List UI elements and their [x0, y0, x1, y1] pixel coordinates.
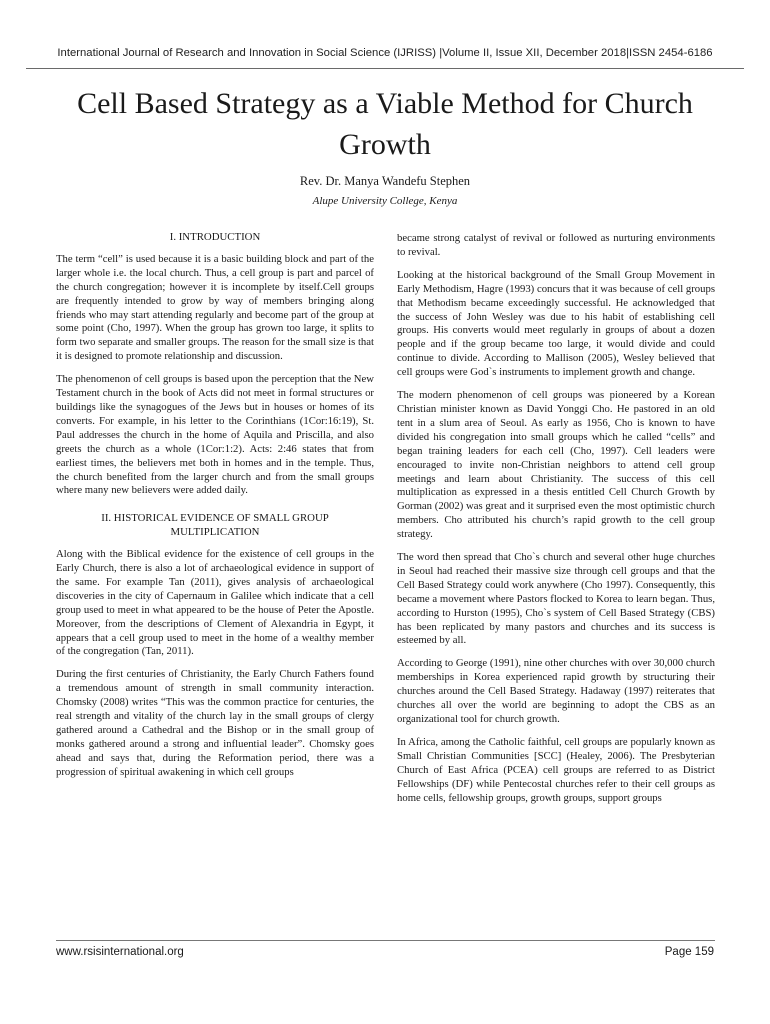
footer-rule	[56, 940, 715, 941]
paragraph: The phenomenon of cell groups is based upon the perception that the New Testament church in the book of Acts did not meet in formal structures or buildings like the synagogues of the Jews but in houses or homes of its converts. For example, in his letter to the Corinthians (1Cor:16:19), St. Paul addresses the church in the home of Aquila and Priscilla, and also greets the church as a whole (1Cor:1:2). Acts: 2:46 states that from earliest times, the believers met both in homes and in the temple. Thus, the church benefited from the larger church and from the small groups where many new believers were added daily.	[56, 373, 374, 497]
paragraph: According to George (1991), nine other churches with over 30,000 church memberships in Korea experienced rapid growth by structuring their churches around the Cell Based Strategy. Hadaway (1997) reiterates that churches all over the world are beginning to adopt the CBS as an organizational tool for church growth.	[397, 657, 715, 725]
section-heading-line: II. HISTORICAL EVIDENCE OF SMALL GROUP	[101, 512, 329, 525]
footer-website: www.rsisinternational.org	[56, 946, 184, 958]
author-affiliation: Alupe University College, Kenya	[312, 195, 458, 207]
paper-title: Cell Based Strategy as a Viable Method for Church Growth	[77, 87, 693, 161]
section-heading-historical-evidence	[56, 512, 374, 540]
paragraph: The term “cell” is used because it is a basic building block and part of the larger whole i.e. the local church. Thus, a cell group is part and parcel of the church congregation; however it is incomplete by itself.Cell groups are frequently intended to grow by way of members bringing along friends who may start attending regularly and become part of the group at some point (Cho, 1997). When the group has grown too large, it splits to form two separate and smaller groups. The reason for the small size is that it is designed to promote relationship and discussion.	[56, 252, 374, 363]
right-column	[397, 232, 715, 814]
paragraph: became strong catalyst of revival or followed as nurturing environments to revival.	[397, 232, 715, 258]
page-number: Page 159	[664, 946, 714, 958]
paragraph: The word then spread that Cho`s church and several other huge churches in Seoul had reached their massive size through cell groups and that the Cell Based Strategy could work anywhere (Cho 1997). Consequently, this became a movement where Pastors flocked to Korea to learn began. Thus, according to Hurston (1995), Cho`s system of Cell Based Strategy (CBS) has been replicated by many pastors and churches and its success is esteemed by all.	[397, 551, 715, 647]
author-name: Rev. Dr. Manya Wandefu Stephen	[299, 174, 471, 188]
paragraph: In Africa, among the Catholic faithful, cell groups are popularly known as Small Christian Communities [SCC] (Healey, 2006). The Presbyterian Church of East Africa (PCEA) cell groups are referred to as District Fellowships (DF) while Pentecostal churches refer to their cell groups as home cells, fellowship groups, growth groups, support groups	[397, 735, 715, 804]
paragraph: During the first centuries of Christianity, the Early Church Fathers found a tremendous amount of strength in small community interaction. Chomsky (2008) writes “This was the common practice for centuries, the real strength and vitality of the church lay in the small groups of clergy gathered around a Cathedral and the Bishop or in the small group of monks gathered around a strong and influential leader”. Chomsky goes ahead and says that, during the Reformation period, there was a progression of spiritual awakening in which cell groups	[56, 668, 374, 778]
section-heading-introduction: I. INTRODUCTION	[169, 231, 261, 243]
running-head: International Journal of Research and Innovation in Social Science (IJRISS) |Volume II, Issue XII, December 2018|ISSN 2454-6186	[57, 47, 713, 59]
paragraph: Looking at the historical background of the Small Group Movement in Early Methodism, Hagre (1993) concurs that it was because of cell groups that Methodism became exceedingly successful. He acknowledged that the success of John Wesley was due to his habit of establishing cell groups. His converts would meet regularly in groups of about a dozen people and if the group became too large, it would divide and could continue to divide. According to Mallison (2005), Wesley believed that cell groups were God`s instruments to implement growth and change.	[397, 268, 715, 379]
paragraph: The modern phenomenon of cell groups was pioneered by a Korean Christian minister known as David Yonggi Cho. He pastored in an old tent in a slum area of Seoul. As early as 1956, Cho is known to have divided his congregation into small groups which he called “cells” and began training leaders for each cell (Cho, 1997). Cell leaders were encouraged to invite non-Christian neighbors to attend cell group meetings and learn about Christianity. The success of this cell multiplication as expressed in a thesis entitled Cell Church Growth by Gorman (2002) was great and it surprised even the most optimistic church members. Cho attributed his church’s rapid growth to the cell group strategy.	[397, 389, 715, 541]
paragraph: Along with the Biblical evidence for the existence of cell groups in the Early Church, there is also a lot of archaeological evidence in support of the same. For example Tan (2011), gives analysis of archaeological discoveries in the city of Capernaum in Galilee which indicate that a cell group used to meet in what appeared to be the house of Peter the Apostle. Moreover, from the descriptions of Clement of Alexandria in Egypt, it appears that a cell group used to meet in the home of a wealthy member of the congregation (Tan, 2011).	[56, 548, 374, 658]
header-rule	[26, 68, 744, 69]
left-column	[56, 231, 374, 789]
section-heading-line: MULTIPLICATION	[170, 526, 260, 539]
